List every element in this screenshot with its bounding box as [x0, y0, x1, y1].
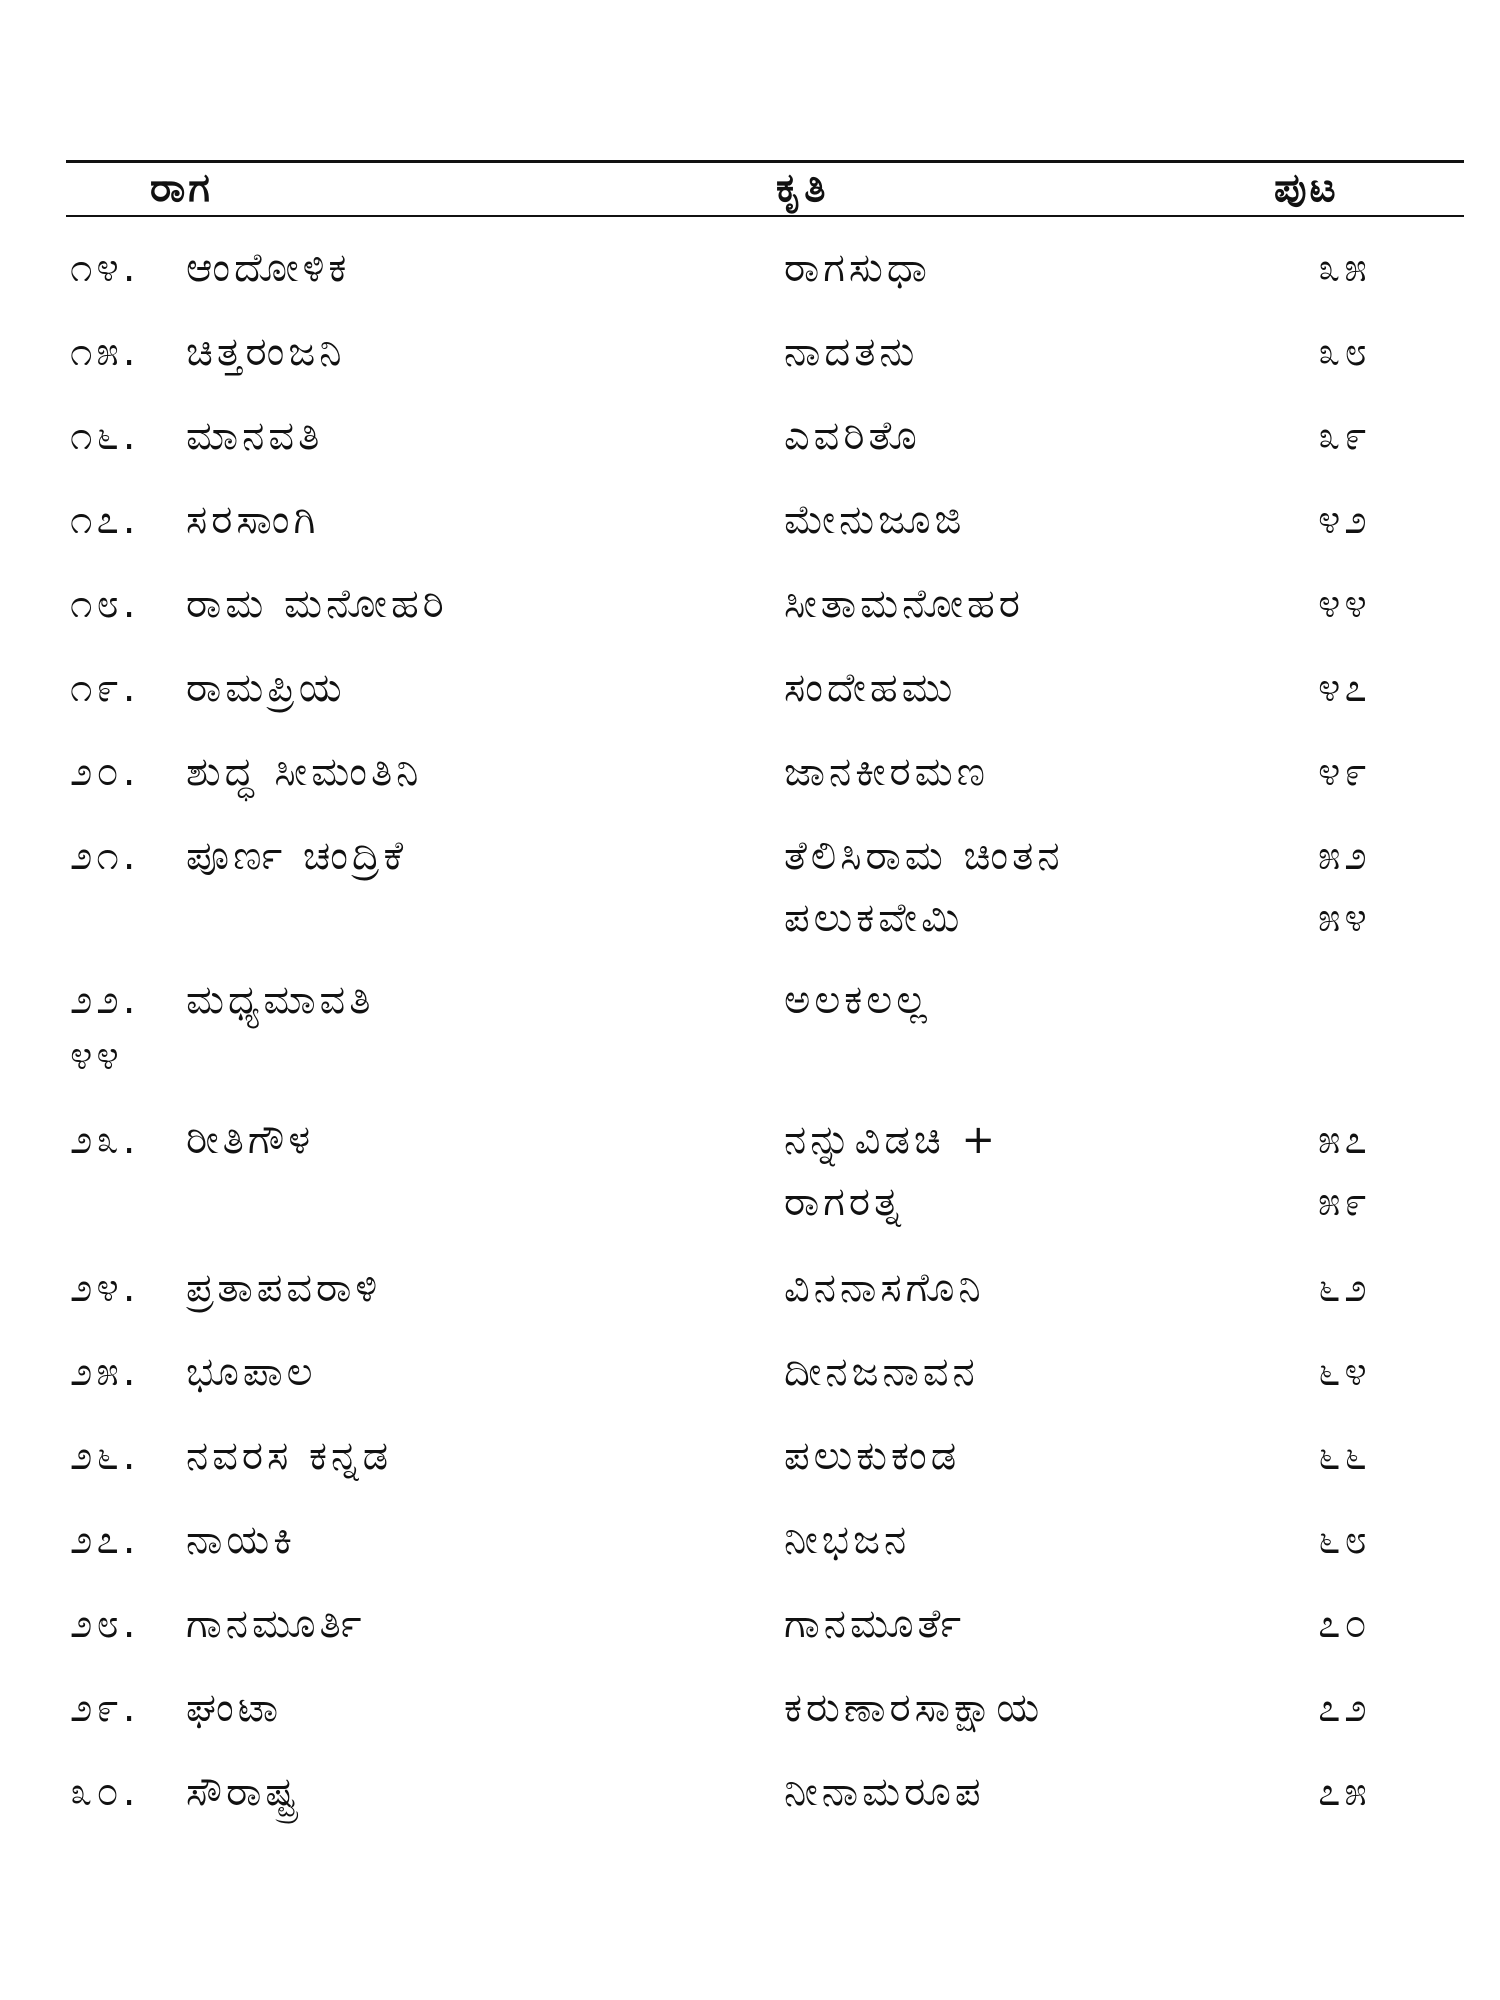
header-page: ಪುಟ — [1274, 165, 1339, 211]
row-number: ೨೨. — [70, 977, 140, 1023]
raga-name: ನಾಯಕಿ — [186, 1517, 296, 1563]
header-raga: ರಾಗ — [150, 165, 213, 211]
page-number: ೪೪ — [1318, 581, 1371, 627]
header-bottom-rule — [66, 215, 1464, 217]
row-number: ೨೬. — [70, 1433, 140, 1479]
header-kriti: ಕೃತಿ — [776, 165, 829, 211]
raga-name: ಗಾನಮೂರ್ತಿ — [186, 1601, 366, 1647]
raga-name: ಪೂರ್ಣ ಚಂದ್ರಿಕೆ — [186, 833, 408, 879]
row-number: ೨೭. — [70, 1517, 140, 1563]
page-number: ೩೫ — [1318, 245, 1371, 291]
kriti-name: ಕರುಣಾರಸಾಕ್ಷಾಯ — [784, 1685, 1044, 1731]
kriti-name: ವಿನನಾಸಗೊನಿ — [784, 1265, 985, 1311]
page-number: ೩೮ — [1318, 329, 1371, 375]
kriti-name: ರಾಗಸುಧಾ — [784, 245, 931, 291]
row-number: ೨೧. — [70, 833, 140, 879]
page-number: ೭೨ — [1318, 1685, 1371, 1731]
raga-name: ರಾಮಪ್ರಿಯ — [186, 665, 346, 711]
page-number: ೫೪ — [1318, 895, 1371, 941]
kriti-name: ನೀಭಜನ — [784, 1517, 911, 1563]
raga-name: ಸೌರಾಷ್ಟ್ರ — [186, 1769, 301, 1815]
row-number: ೧೮. — [70, 581, 140, 627]
page-number: ೪೭ — [1318, 665, 1371, 711]
raga-name: ಸರಸಾಂಗಿ — [186, 497, 320, 543]
row-number: ೧೪. — [70, 245, 140, 291]
row-number: ೧೬. — [70, 413, 140, 459]
raga-name: ನವರಸ ಕನ್ನಡ — [186, 1433, 393, 1479]
page-number: ೫೭ — [1318, 1117, 1371, 1163]
kriti-name: ನೀನಾಮರೂಪ — [784, 1769, 985, 1815]
raga-name: ಭೂಪಾಲ — [186, 1349, 317, 1395]
page-number: ೫೨ — [1318, 833, 1371, 879]
raga-name: ಘಂಟಾ — [186, 1685, 283, 1731]
kriti-name: ನಾದತನು — [784, 329, 919, 375]
row-number: ೧೯. — [70, 665, 140, 711]
kriti-name: ಪಲುಕುಕಂಡ — [784, 1433, 961, 1479]
page-number: ೪೯ — [1318, 749, 1371, 795]
raga-name: ಪ್ರತಾಪವರಾಳಿ — [186, 1265, 382, 1311]
raga-name: ಮಾನವತಿ — [186, 413, 324, 459]
row-number: ೨೪. — [70, 1265, 140, 1311]
kriti-name: ಜಾನಕೀರಮಣ — [784, 749, 990, 795]
raga-name: ರಾಮ ಮನೋಹರಿ — [186, 581, 448, 627]
raga-name: ಮಧ್ಯಮಾವತಿ — [186, 977, 375, 1023]
row-number: ೧೫. — [70, 329, 140, 375]
row-number: ೨೮. — [70, 1601, 140, 1647]
page-number: ೬೮ — [1318, 1517, 1371, 1563]
page-number: ೬೪ — [1318, 1349, 1371, 1395]
raga-name: ಚಿತ್ತರಂಜನಿ — [186, 329, 346, 375]
row-number: ೨೦. — [70, 749, 140, 795]
kriti-name: ತೆಲಿಸಿರಾಮ ಚಿಂತನ — [784, 833, 1064, 879]
raga-name: ಆಂದೋಳಿಕ — [186, 245, 351, 291]
kriti-name: ಸಂದೇಹಮು — [784, 665, 957, 711]
kriti-name: ಮೇನುಜೂಜಿ — [784, 497, 966, 543]
row-number: ೨೯. — [70, 1685, 140, 1731]
page-number-below: ೪೪ — [70, 1033, 123, 1079]
kriti-name: ಪಲುಕವೇಮಿ — [784, 895, 964, 941]
kriti-name: ನನ್ನುವಿಡಚಿ + — [784, 1117, 999, 1163]
kriti-name: ಎವರಿತೊ — [784, 413, 921, 459]
kriti-name: ದೀನಜನಾವನ — [784, 1349, 979, 1395]
page-number: ೬೨ — [1318, 1265, 1371, 1311]
raga-name: ಶುದ್ಧ ಸೀಮಂತಿನಿ — [186, 749, 423, 795]
kriti-name: ರಾಗರತ್ನ — [784, 1179, 905, 1225]
page-number: ೩೯ — [1318, 413, 1371, 459]
row-number: ೧೭. — [70, 497, 140, 543]
kriti-name: ಅಲಕಲಲ್ಲ — [784, 977, 931, 1023]
page-number: ೪೨ — [1318, 497, 1371, 543]
row-number: ೨೫. — [70, 1349, 140, 1395]
page-number: ೬೬ — [1318, 1433, 1371, 1479]
page-number: ೫೯ — [1318, 1179, 1371, 1225]
row-number: ೨೩. — [70, 1117, 140, 1163]
page-number: ೭೫ — [1318, 1769, 1371, 1815]
header-top-rule — [66, 160, 1464, 163]
kriti-name: ಗಾನಮೂರ್ತೆ — [784, 1601, 966, 1647]
row-number: ೩೦. — [70, 1769, 140, 1815]
kriti-name: ಸೀತಾಮನೋಹರ — [784, 581, 1024, 627]
raga-name: ರೀತಿಗೌಳ — [186, 1117, 315, 1163]
page-number: ೭೦ — [1318, 1601, 1371, 1647]
